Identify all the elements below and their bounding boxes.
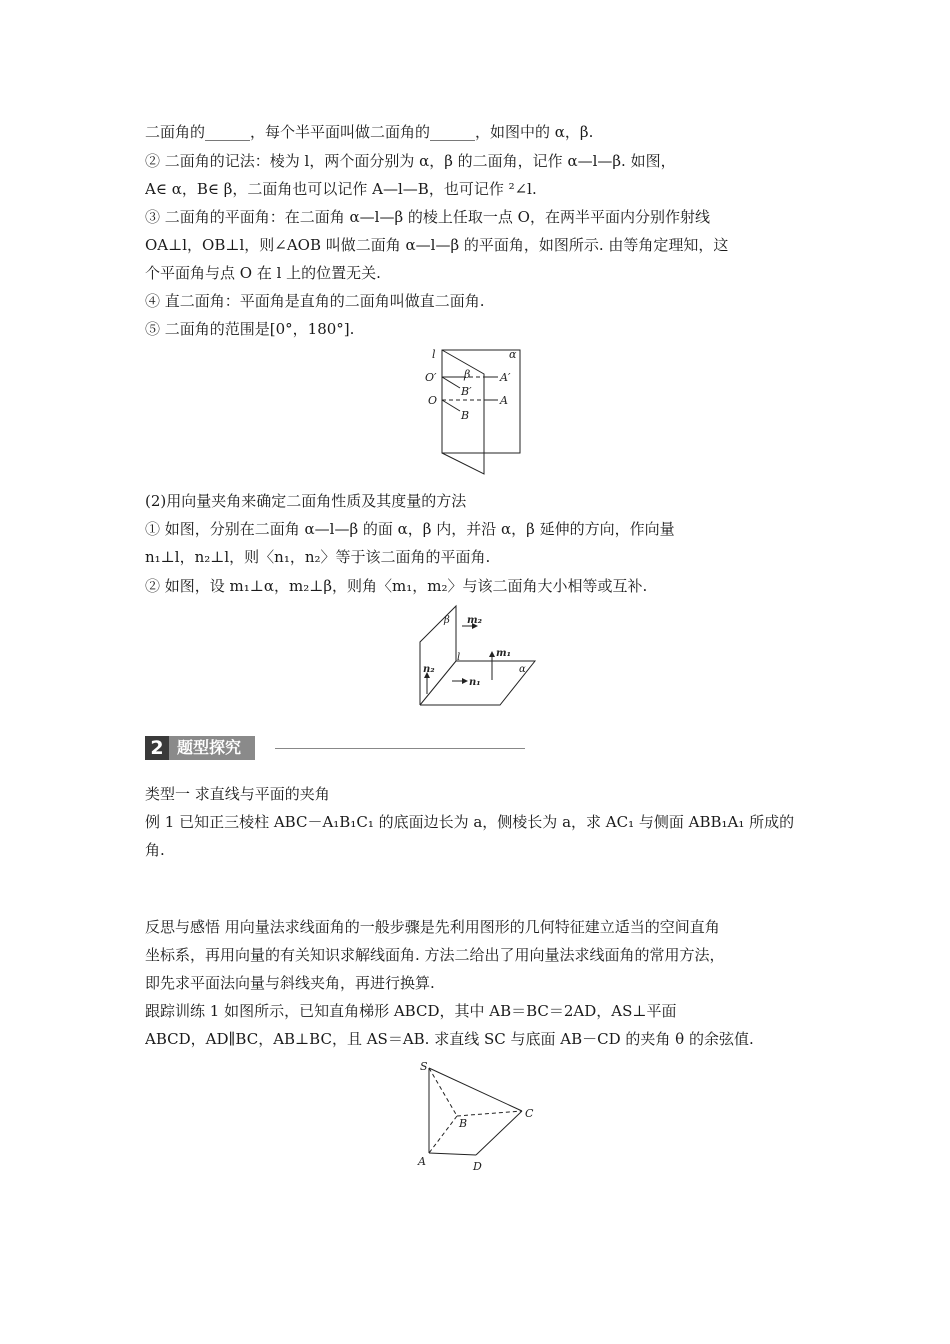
- plane-alpha-rect: [442, 350, 520, 453]
- text-line-18: 即先求平面法向量与斜线夹角，再进行换算.: [145, 974, 435, 992]
- figure-dihedral-angle: [420, 344, 530, 476]
- figure-normal-vectors: [415, 602, 545, 708]
- label-b: B: [461, 409, 470, 422]
- edge-sc: [429, 1068, 522, 1111]
- text-line-10: ① 如图，分别在二面角 α—l—β 的面 α，β 内，并沿 α，β 延伸的方向，作向量: [145, 520, 675, 538]
- label-b: B: [459, 1117, 468, 1130]
- label-n1: n₁: [469, 677, 481, 688]
- edge-cd: [476, 1111, 522, 1155]
- text-line-2: ② 二面角的记法：棱为 l，两个面分别为 α，β 的二面角，记作 α—l—β. 如图，: [145, 152, 676, 170]
- edge-bc-hidden: [457, 1111, 522, 1116]
- label-n2: n₂: [423, 664, 435, 675]
- text-line-12: ② 如图，设 m₁⊥α，m₂⊥β，则角〈m₁，m₂〉与该二面角大小相等或互补.: [145, 577, 648, 595]
- label-beta: β: [464, 368, 471, 381]
- text-line-13: 类型一 求直线与平面的夹角: [145, 785, 330, 803]
- edge-sb-hidden: [429, 1068, 457, 1116]
- text-line-1: 二面角的______，每个半平面叫做二面角的______，如图中的 α，β.: [145, 123, 594, 141]
- figure-normal-vectors-svg: [415, 602, 545, 708]
- label-l: l: [457, 652, 461, 663]
- label-alpha: α: [509, 348, 517, 361]
- label-a: A: [500, 394, 508, 407]
- section-header: [145, 733, 525, 763]
- edge-ab-hidden: [429, 1116, 457, 1153]
- text-line-20: ABCD，AD∥BC，AB⊥BC，且 AS＝AB. 求直线 SC 与底面 AB－CD 的夹角 θ 的余弦值.: [145, 1030, 754, 1048]
- label-d: D: [473, 1160, 482, 1173]
- label-alpha: α: [519, 664, 526, 675]
- text-line-6: 个平面角与点 O 在 l 上的位置无关.: [145, 264, 381, 282]
- text-line-3: A∈ α，B∈ β，二面角也可以记作 A—l—B，也可记作 ²∠l.: [145, 180, 537, 198]
- label-a: A: [418, 1155, 426, 1168]
- text-line-7: ④ 直二面角：平面角是直角的二面角叫做直二面角.: [145, 292, 485, 310]
- text-line-14: 例 1 已知正三棱柱 ABC－A₁B₁C₁ 的底面边长为 a，侧棱长为 a，求 AC₁ 与侧面 ABB₁A₁ 所成的: [145, 813, 795, 831]
- label-m2: m₂: [467, 615, 482, 626]
- text-line-8: ⑤ 二面角的范围是[0°，180°].: [145, 320, 355, 338]
- label-o: O: [428, 394, 438, 407]
- label-beta: β: [444, 615, 450, 626]
- label-s: S: [420, 1060, 428, 1073]
- text-line-17: 坐标系，再用向量的有关知识求解线面角. 方法二给出了用向量法求线面角的常用方法，: [145, 946, 725, 964]
- edge-ad: [429, 1153, 476, 1155]
- text-line-11: n₁⊥l，n₂⊥l，则〈n₁，n₂〉等于该二面角的平面角.: [145, 548, 491, 566]
- ray-o1-b1: [442, 377, 460, 388]
- section-rule: [275, 748, 525, 749]
- ray-o-b: [442, 400, 460, 411]
- text-line-5: OA⊥l，OB⊥l，则∠AOB 叫做二面角 α—l—β 的平面角，如图所示. 由等角定理知，这: [145, 236, 729, 254]
- label-l: l: [432, 348, 436, 361]
- figure-pyramid: [412, 1058, 542, 1176]
- label-c: C: [525, 1107, 534, 1120]
- text-line-4: ③ 二面角的平面角：在二面角 α—l—β 的棱上任取一点 O，在两半平面内分别作射线: [145, 208, 710, 226]
- label-o-prime: O′: [425, 371, 437, 384]
- label-m1: m₁: [496, 648, 511, 659]
- plane-beta-outline: [420, 606, 456, 705]
- text-line-9: (2)用向量夹角来确定二面角性质及其度量的方法: [145, 492, 467, 510]
- label-b-prime: B′: [461, 385, 472, 398]
- section-number: 2: [145, 736, 169, 760]
- figure-dihedral-angle-svg: [420, 344, 530, 476]
- text-line-15: 角.: [145, 841, 165, 859]
- label-a-prime: A′: [500, 371, 511, 384]
- text-line-16: 反思与感悟 用向量法求线面角的一般步骤是先利用图形的几何特征建立适当的空间直角: [145, 918, 720, 936]
- figure-pyramid-svg: [412, 1058, 542, 1176]
- section-title: 题型探究: [169, 736, 255, 760]
- text-line-19: 跟踪训练 1 如图所示，已知直角梯形 ABCD，其中 AB＝BC＝2AD，AS⊥平面: [145, 1002, 677, 1020]
